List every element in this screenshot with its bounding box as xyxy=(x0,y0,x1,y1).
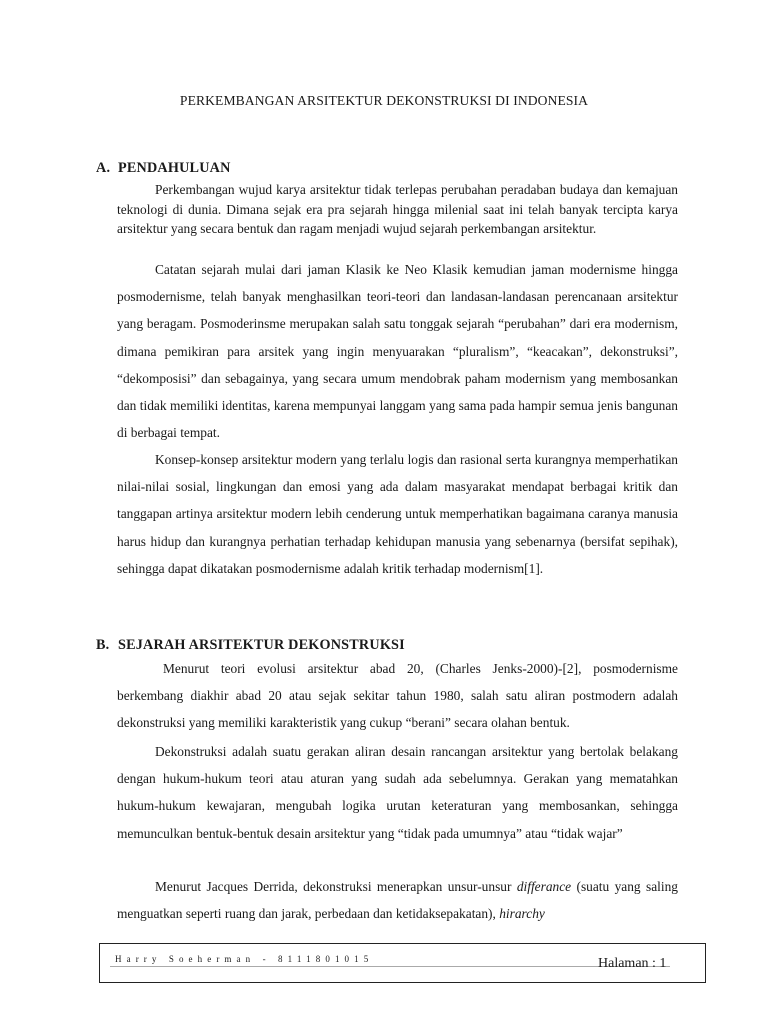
paragraph: Perkembangan wujud karya arsitektur tidak terlepas perubahan peradaban budaya dan kemajuan teknologi di dunia. Dimana sejak era pra sejarah hingga milenial saat ini telah banyak tercipta karya arsitektur yang secara bentuk dan ragam menjadi wujud sejarah perkembangan arsitektur. xyxy=(117,182,678,237)
paragraph: Catatan sejarah mulai dari jaman Klasik ke Neo Klasik kemudian jaman modernisme hingga posmodernisme, telah banyak menghasilkan teori-teori dan landasan-landasan perencanaan arsitektur yang beragam. Posmoderinsme merupakan salah satu tonggak sejarah “perubahan” dari era modernism, dimana pemikiran para arsitek yang ingin menyuarakan “pluralism”, “keacakan”, dekonstruksi”, “dekomposisi” dan sebagainya, yang secara umum mendobrak paham modernism yang membosankan dan tidak memiliki identitas, karena mempunyai langgam yang sama pada hampir semua jenis bangunan di berbagai tempat. xyxy=(117,262,678,441)
page-footer xyxy=(99,943,706,983)
footer-author: Harry Soeherman - 8111801015 xyxy=(115,954,374,964)
section-b-title: SEJARAH ARSITEKTUR DEKONSTRUKSI xyxy=(118,637,405,653)
footer-divider xyxy=(110,966,670,967)
term-hirarchy: hirarchy xyxy=(499,906,545,922)
term-differance: differance xyxy=(516,879,572,894)
paragraph: Dekonstruksi adalah suatu gerakan aliran desain rancangan arsitektur yang bertolak belakang dengan hukum-hukum teori atau aturan yang sudah ada sebelumnya. Gerakan yang mematahkan hukum-hukum kewajaran, mengubah logika urutan keteraturan yang membosankan, sehingga memunculkan bentuk-bentuk desain arsitektur yang “tidak pada umumnya” atau “tidak wajar” xyxy=(117,744,678,841)
document-title: PERKEMBANGAN ARSITEKTUR DEKONSTRUKSI DI INDONESIA xyxy=(179,93,589,108)
page-number: Halaman : 1 xyxy=(598,956,667,971)
section-a-number: A. xyxy=(96,160,111,176)
section-b-number: B. xyxy=(96,637,110,653)
section-b-heading xyxy=(96,637,405,654)
paragraph: Konsep-konsep arsitektur modern yang terlalu logis dan rasional serta kurangnya memperhatikan nilai-nilai sosial, lingkungan dan emosi yang ada dalam masyarakat mendapat berbagai kritik dan tanggapan artinya arsitektur modern lebih cenderung untuk memperhatikan bagaimana caranya manusia harus hidup dan kurangnya perhatian terhadap kehidupan manusia yang sebenarnya (bersifat sepihak), sehingga dapat dikatakan posmodernisme adalah kritik terhadap modernism[1]. xyxy=(117,452,678,576)
section-a-heading xyxy=(96,160,231,177)
paragraph: Menurut Jacques Derrida, dekonstruksi menerapkan unsur-unsur differance (suatu yang saling menguatkan seperti ruang dan jarak, perbedaan dan ketidaksepakatan), hirarchy xyxy=(117,879,678,922)
paragraph: Menurut teori evolusi arsitektur abad 20, (Charles Jenks-2000)-[2], posmodernisme berkembang diakhir abad 20 atau sejak sekitar tahun 1980, salah satu aliran postmodern adalah dekonstruksi yang memiliki karakteristik yang cukup “berani” secara olahan bentuk. xyxy=(117,661,678,731)
section-a-title: PENDAHULUAN xyxy=(118,160,231,176)
